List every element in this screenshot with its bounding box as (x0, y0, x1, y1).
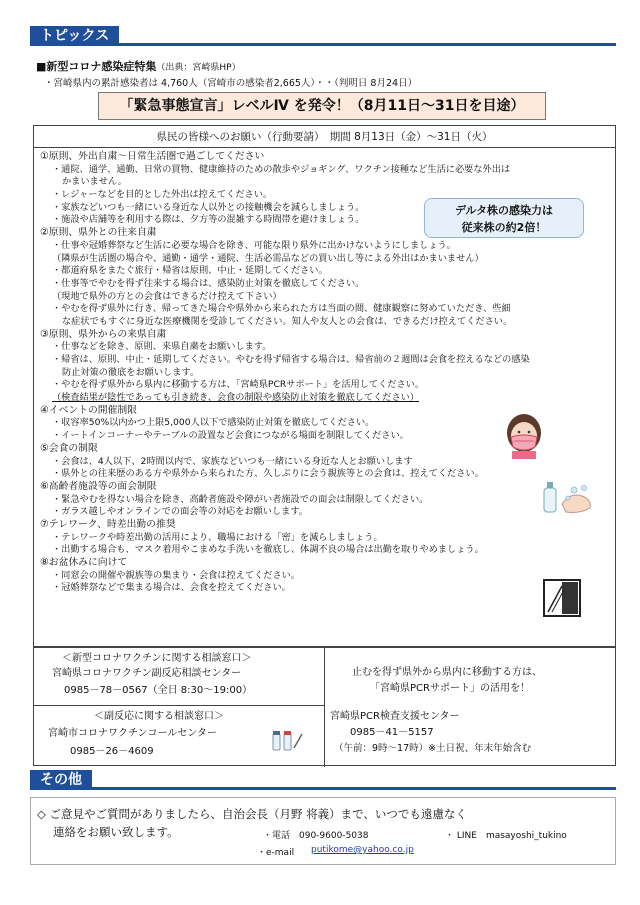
contacts-divider-vertical (324, 648, 325, 767)
request-heading: ⑤会食の制限 (40, 442, 98, 454)
hand-wash-icon (540, 478, 596, 520)
request-line: ・テレワークや時差出勤の活用により、職場における「密」を減らしましょう。 (52, 531, 383, 543)
topic-source: （出典：宮崎県HP） (156, 63, 241, 73)
face-mask-icon (502, 413, 546, 459)
request-line: ・同窓会の開催や親族等の集まり・会食は控えてください。 (52, 569, 301, 581)
request-line: （現地で県外の方との会食はできるだけ控えて下さい） (52, 290, 282, 302)
request-line: ・仕事等でやむを得ず往来する場合は、感染防止対策を徹底してください。 (52, 277, 365, 289)
request-line: ・緊急やむを得ない場合を除き、高齢者施設や障がい者施設での面会は制限してください。 (52, 493, 429, 505)
vaccine-vials-icon (270, 728, 304, 752)
request-line: ・出勤する場合も、マスク着用やこまめな手洗いを徹底し、体調不良の場合は出勤を取りやめましょう。 (52, 544, 484, 556)
request-line: ・やむを得ず県外から県内に移動する方は、「宮崎県PCRサポート」を活用してください。 (52, 379, 425, 391)
request-line: ・冠婚葬祭などで集まる場合は、会食を控えてください。 (52, 582, 291, 594)
request-line: な症状でもすぐに身近な医療機関を受診してください。知人や友人との会食は、できるだけ控えてください。 (62, 315, 513, 327)
request-line: ・やむを得ず県外に行き、帰ってきた場合や県外から来られた方は当面の間、健康観察に努めていただき、些細 (52, 303, 511, 315)
topic-heading (36, 58, 241, 74)
request-line: 防止対策の徹底をお願いします。 (62, 366, 200, 378)
pcr-center-name: 宮崎県PCR検査支援センター (330, 711, 460, 722)
vaccine-consult-org: 宮崎県コロナワクチン副反応相談センター (52, 668, 242, 679)
request-title: 県民の皆様へのお願い（行動要請） 期間 8月13日（金）～31日（火） (34, 126, 615, 148)
request-line: ・仕事や冠婚葬祭など生活に必要な場合を除き、可能な限り県外に出かけないようにしましょう。 (52, 239, 456, 251)
request-line: ・通院、通学、通勤、日常の買物、健康維持のための散歩やジョギング、ワクチン接種など生活に必要な外出は (52, 163, 511, 175)
request-line: ・ガラス越しやオンラインでの面会等の対応をお願いします。 (52, 506, 308, 518)
delta-callout (424, 198, 584, 238)
topics-section-label: トピックス (30, 26, 119, 46)
emergency-banner: 「緊急事態宣言」レベルⅣ を発令！（8月11日～31日を目途） (98, 92, 546, 120)
request-line: ・イートインコーナーやテーブルの設置など会食につながる場面を制限してください。 (52, 430, 409, 442)
side-effect-org: 宮崎市コロナワクチンコールセンター (48, 728, 217, 739)
other-section-label: その他 (30, 770, 92, 790)
request-line: ・県外との往来歴のある方や県外から来られた方、久しぶりに会う親族等との会食は、控えてください。 (52, 468, 484, 480)
email-label: ・e-mail (257, 848, 295, 858)
request-heading: ⑦テレワーク、時差出勤の推奨 (40, 518, 176, 530)
topic-subline: ・宮崎県内の累計感染者は 4,760人（宮崎市の感染者2,665人）・・（判明日 8月24日） (44, 78, 418, 89)
side-effect-title: ＜副反応に関する相談窓口＞ (94, 711, 224, 722)
request-line: かまいません。 (62, 176, 127, 188)
request-heading: ④イベントの開催制限 (40, 404, 137, 416)
pcr-notice-line-2: 「宮崎県PCRサポート」の活用を！ (370, 683, 530, 694)
topic-heading-text: ■新型コロナ感染症特集 (36, 60, 157, 73)
open-window-icon (542, 578, 582, 618)
request-line: ・仕事などを除き、原則、来県自粛をお願いします。 (52, 341, 272, 353)
request-line: ・会食は、4人以下、2時間以内で、家族などいつも一緒にいる身近な人とお願いします (52, 455, 413, 467)
request-heading: ⑧お盆休みに向けて (40, 557, 128, 568)
pcr-center-tel: 0985－41－5157 (350, 727, 434, 738)
phone-number: ・電話 090-9600-5038 (263, 831, 369, 841)
pcr-notice-line-1: 止むを得ず県外から県内に移動する方は、 (352, 667, 542, 678)
request-line: ・施設や店舗等を利用する際は、夕方等の混雑する時間帯を避けましょう。 (52, 214, 365, 226)
request-heading: ①原則、外出自粛～日常生活圏で過ごしてください (40, 151, 265, 162)
side-effect-tel: 0985－26－4609 (70, 746, 154, 757)
delta-line-2: 従来株の約2倍！ (461, 221, 547, 234)
request-line: ・レジャーなどを目的とした外出は控えてください。 (52, 189, 273, 201)
contacts-box (33, 647, 616, 766)
vaccine-consult-title: ＜新型コロナワクチンに関する相談窓口＞ (62, 653, 252, 664)
contact-invite-line-1: ◇ ご意見やご質問がありましたら、自治会長（月野 将義）まで、いつでも遠慮なく (37, 807, 467, 821)
request-line: ・都道府県をまたぐ旅行・帰省は原則、中止・延期してください。 (52, 265, 328, 277)
other-section-bar (30, 770, 616, 790)
topics-section-bar (30, 26, 616, 46)
email-link[interactable]: putikome@yahoo.co.jp (311, 845, 414, 855)
request-heading: ②原則、県外との往来自粛 (40, 227, 157, 239)
contact-invite-line-2: 連絡をお願い致します。 (53, 825, 179, 839)
line-id: ・ LINE masayoshi_tukino (445, 831, 567, 841)
contact-info-box (30, 797, 616, 865)
request-line: （隣県が生活圏の場合や、通勤・通学・通院、生活必需品などの買い出し等による外出はかまいません） (52, 252, 484, 264)
request-line: （検査結果が陰性であっても引き続き、会食の制限や感染防止対策を徹底してください） (52, 392, 420, 404)
request-line: ・帰省は、原則、中止・延期してください。やむを得ず帰省する場合は、帰省前の２週間は会食を控えるなどの感染 (52, 354, 530, 365)
pcr-center-hours: （午前：9時～17時）※土日祝、年末年始含む (334, 743, 532, 754)
request-heading: ③原則、県外からの来県自粛 (40, 328, 167, 340)
request-line: ・家族などいつも一緒にいる身近な人以外との接触機会を減らしましょう。 (52, 201, 365, 213)
contacts-divider-horizontal (34, 705, 324, 706)
vaccine-consult-tel: 0985－78－0567（全日 8:30～19:00） (64, 685, 253, 696)
request-line: ・収容率50%以内かつ上限5,000人以下で感染防止対策を徹底してください。 (52, 417, 375, 429)
request-heading: ⑥高齢者施設等の面会制限 (40, 480, 157, 492)
delta-line-1: デルタ株の感染力は (454, 204, 553, 217)
